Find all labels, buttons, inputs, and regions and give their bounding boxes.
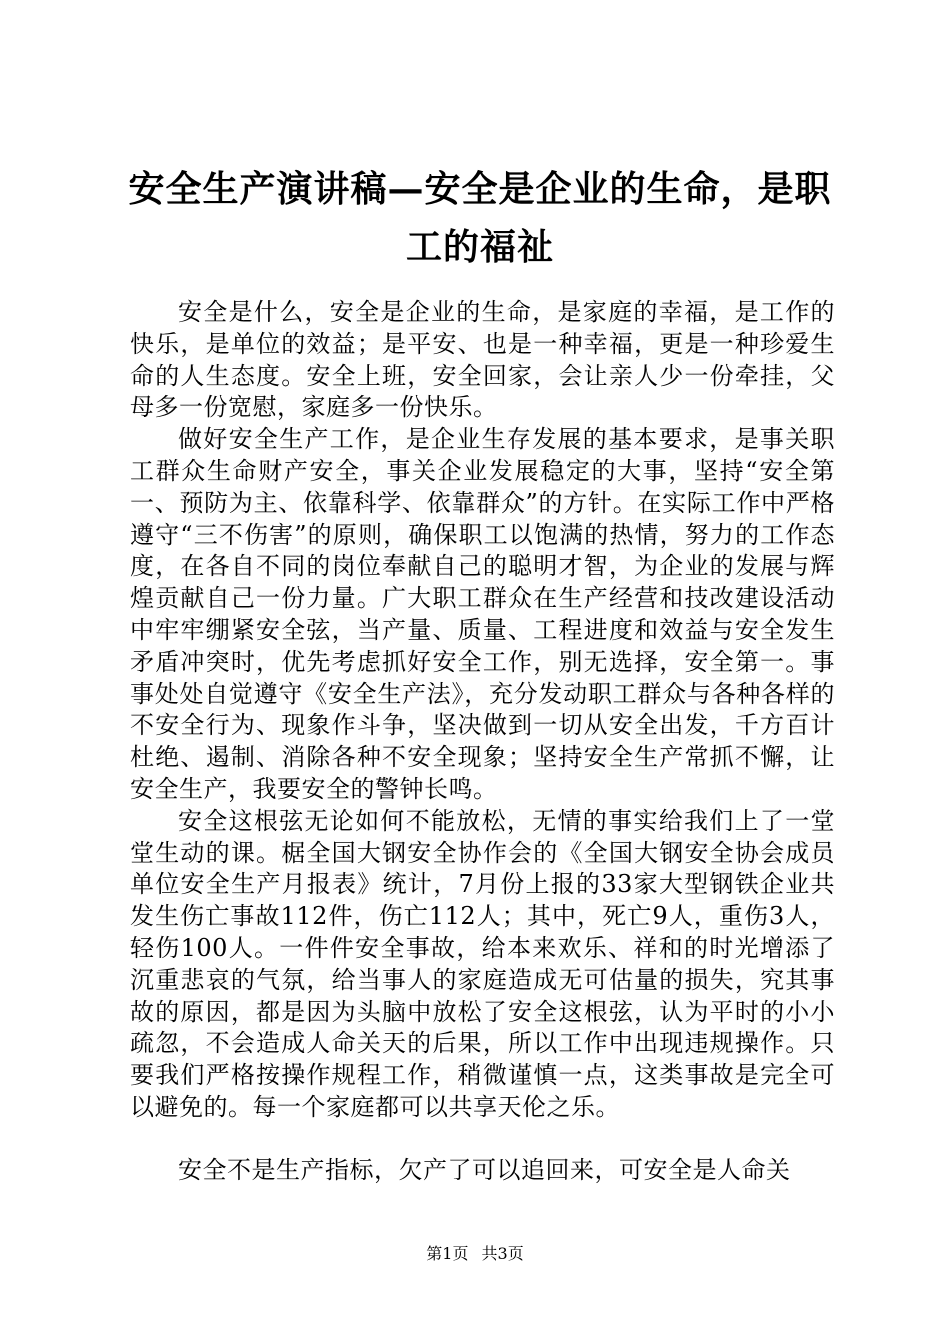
document-title: 安全生产演讲稿—安全是企业的生命，是职工的福祉 <box>128 168 832 268</box>
document-body <box>130 297 835 1187</box>
paragraph-1: 安全是什么，安全是企业的生命，是家庭的幸福，是工作的快乐，是单位的效益；是平安、也是一种幸福，更是一种珍爱生命的人生态度。安全上班，安全回家，会让亲人少一份牵挂，父母多一份宽慰，家庭多一份快乐。 <box>130 298 835 422</box>
paragraph-2: 做好安全生产工作，是企业生存发展的基本要求，是事关职工群众生命财产安全，事关企业发展稳定的大事，坚持“安全第一、预防为主、依靠科学、依靠群众”的方针。在实际工作中严格遵守“三不伤害”的原则，确保职工以饱满的热情，努力的工作态度，在各自不同的岗位奉献自己的聪明才智，为企业的发展与辉煌贡献自己一份力量。广大职工群众在生产经营和技改建设活动中牢牢绷紧安全弦，当产量、质量、工程进度和效益与安全发生矛盾冲突时，优先考虑抓好安全工作，别无选择，安全第一。事事处处自觉遵守《安全生产法》，充分发动职工群众与各种各样的不安全行为、现象作斗争，坚决做到一切从安全出发，千方百计杜绝、遏制、消除各种不安全现象；坚持安全生产常抓不懈，让安全生产，我要安全的警钟长鸣。 <box>130 425 835 803</box>
page-total: 共3页 <box>481 1244 524 1263</box>
page-footer <box>0 1244 950 1264</box>
page-number: 第1页 <box>426 1244 469 1263</box>
paragraph-3: 安全这根弦无论如何不能放松，无情的事实给我们上了一堂堂生动的课。椐全国大钢安全协作会的《全国大钢安全协会成员单位安全生产月报表》统计，7月份上报的33家大型钢铁企业共发生伤亡事故112件，伤亡112人；其中，死亡9人，重伤3人，轻伤100人。一件件安全事故，给本来欢乐、祥和的时光增添了沉重悲哀的气氛，给当事人的家庭造成无可估量的损失，究其事故的原因，都是因为头脑中放松了安全这根弦，认为平时的小小疏忽，不会造成人命关天的后果，所以工作中出现违规操作。只要我们严格按操作规程工作，稍微谨慎一点，这类事故是完全可以避免的。每一个家庭都可以共享天伦之乐。 <box>130 806 835 1121</box>
paragraph-4: 安全不是生产指标，欠产了可以追回来，可安全是人命关 <box>178 1155 791 1184</box>
